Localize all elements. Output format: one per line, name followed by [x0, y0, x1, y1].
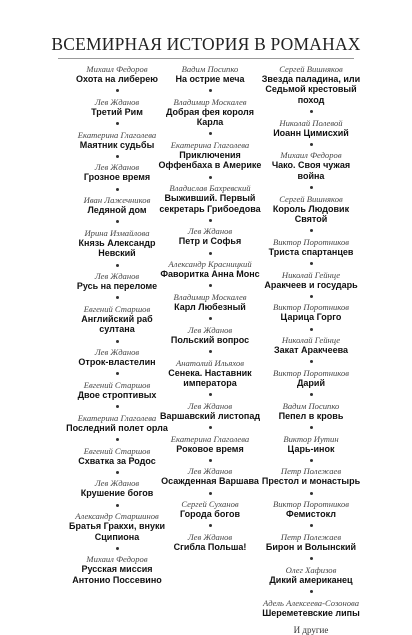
book-entry [180, 499, 240, 519]
separator-dot [310, 110, 313, 113]
book-title: Ледяной дом [87, 205, 147, 216]
separator-dot [310, 143, 313, 146]
book-author: Владимир Москалев [173, 292, 247, 302]
book-title: Русская миссия Антонио Поссевино [72, 564, 162, 585]
book-entry [78, 347, 155, 367]
separator-dot [310, 393, 313, 396]
book-entry [171, 325, 249, 345]
book-title: Аракчеев и государь [264, 279, 358, 290]
book-title: Царица Горго [280, 312, 342, 323]
separator-dot [209, 132, 212, 135]
book-author: Петр Полежаев [280, 531, 342, 542]
book-author: Сергей Суханов [181, 499, 239, 510]
book-entry [174, 532, 247, 552]
book-entry [175, 64, 244, 84]
book-entry [155, 183, 265, 214]
book-title: Города богов [180, 509, 240, 520]
separator-dot [116, 188, 119, 191]
book-author: Екатерина Глаголева [170, 140, 250, 150]
separator-dot [209, 252, 212, 255]
book-entry [155, 97, 265, 128]
book-author: Николай Гейнце [281, 335, 341, 346]
book-entry [179, 226, 241, 246]
book-author: Владимир Москалев [173, 96, 247, 107]
separator-dot [209, 89, 212, 92]
book-entry [283, 434, 338, 454]
book-author: Лев Жданов [94, 96, 140, 107]
book-author: Екатерина Глаголева [170, 433, 250, 444]
book-entry [66, 511, 168, 542]
book-title: Выживший. Первый секретарь Грибоедова [159, 193, 261, 214]
separator-dot [209, 393, 212, 396]
book-title: Схватка за Родос [78, 455, 156, 466]
book-entry [274, 335, 348, 355]
book-author: Виктор Поротников [273, 236, 349, 247]
book-author: Лев Жданов [187, 466, 233, 477]
book-entry [262, 598, 360, 618]
book-author: Владислав Бахревский [169, 183, 251, 194]
separator-dot [209, 284, 212, 287]
book-author: Сергей Вишняков [279, 64, 343, 74]
book-author: Екатерина Глаголева [77, 412, 157, 423]
separator-dot [310, 590, 313, 593]
book-author: Петр Полежаев [280, 466, 342, 477]
separator-dot [209, 459, 212, 462]
book-title: Бирон и Волынский [265, 541, 357, 552]
book-title: Третий Рим [91, 106, 143, 117]
separator-dot [116, 405, 119, 408]
book-author: Евгений Старшов [83, 379, 151, 390]
separator-dot [116, 372, 119, 375]
book-title: Роковое время [176, 443, 244, 454]
book-entry [84, 162, 150, 182]
book-entry [262, 466, 360, 486]
separator-dot [116, 296, 119, 299]
book-author: Екатерина Глаголева [77, 129, 157, 140]
book-title: Чако. Своя чужая война [271, 160, 351, 181]
book-title: Престол и монастырь [261, 476, 361, 487]
book-title: Карл Любезный [174, 302, 246, 312]
separator-dot [310, 229, 313, 232]
book-entry [78, 446, 155, 466]
separator-dot [310, 295, 313, 298]
book-author: Николай Полевой [279, 117, 343, 128]
separator-dot [310, 557, 313, 560]
book-title: Закат Аракчеева [273, 345, 349, 356]
book-entry [279, 401, 344, 421]
book-entry [273, 302, 349, 322]
separator-dot [310, 492, 313, 495]
book-entry [273, 499, 349, 519]
book-entry [171, 434, 249, 454]
book-author: Лев Жданов [187, 324, 233, 335]
separator-dot [116, 89, 119, 92]
separator-dot [116, 547, 119, 550]
separator-dot [310, 328, 313, 331]
book-author: Николай Гейнце [281, 269, 341, 280]
book-entry [78, 130, 156, 150]
book-author: Александр Красницкий [168, 259, 252, 270]
separator-dot [310, 186, 313, 189]
book-author: Олег Хафизов [285, 564, 337, 575]
book-entry [76, 64, 158, 84]
book-entry [160, 259, 259, 279]
book-author: Лев Жданов [187, 531, 233, 542]
separator-dot [116, 340, 119, 343]
book-author: Виктор Поротников [273, 368, 349, 378]
separator-dot [116, 504, 119, 507]
column-1 [66, 64, 168, 590]
separator-dot [116, 471, 119, 474]
book-entry [155, 140, 265, 171]
book-author: Михаил Федоров [86, 554, 148, 565]
book-author: Лев Жданов [187, 400, 233, 411]
book-entry [269, 237, 354, 257]
book-title: Князь Александр Невский [78, 237, 156, 259]
book-title: Польский вопрос [170, 334, 250, 345]
book-title: Сенека. Наставник императора [168, 367, 252, 388]
book-title: Пепел в кровь [278, 410, 344, 421]
book-entry [81, 478, 154, 498]
book-entry [273, 368, 349, 388]
book-entry [66, 304, 168, 335]
separator-dot [310, 262, 313, 265]
separator-dot [310, 426, 313, 429]
book-title: Маятник судьбы [79, 139, 155, 150]
book-title: Отрок-властелин [78, 357, 156, 368]
page-title: ВСЕМИРНАЯ ИСТОРИЯ В РОМАНАХ [51, 34, 361, 54]
separator-dot [209, 524, 212, 527]
book-author: Лев Жданов [94, 162, 140, 173]
book-author: Евгений Старшов [83, 445, 151, 456]
book-author: Лев Жданов [94, 271, 140, 282]
book-author: Иван Лажечников [83, 195, 151, 206]
book-author: Виктор Иутин [283, 433, 339, 444]
book-author: Анатолий Ильяхов [175, 357, 245, 368]
separator-dot [209, 176, 212, 179]
book-author: Вадим Посипко [181, 64, 239, 74]
book-title: Фаворитка Анна Монс [160, 269, 260, 280]
book-title: Осажденная Варшава [161, 476, 259, 487]
book-title: На острие меча [175, 74, 245, 84]
book-title: Братья Гракхи, внуки Сципиона [69, 521, 165, 542]
book-title: Английский раб султана [81, 313, 153, 335]
book-author: Евгений Старшов [83, 303, 151, 314]
book-title: Варшавский листопад [159, 410, 261, 421]
separator-dot [116, 155, 119, 158]
column-2 [155, 64, 265, 557]
book-entry [273, 118, 349, 138]
and-others-note: И другие [293, 624, 329, 635]
book-author: Адель Алексеева-Созонова [262, 597, 360, 608]
book-author: Вадим Посипко [282, 400, 340, 411]
book-entry [269, 565, 352, 585]
column-3 [258, 64, 364, 635]
book-entry [66, 554, 168, 585]
book-entry [66, 228, 168, 259]
book-entry [173, 292, 246, 312]
book-entry [258, 150, 364, 181]
book-author: Сергей Вишняков [279, 193, 343, 204]
book-entry [161, 466, 259, 486]
book-title: Приключения Оффенбаха в Америке [158, 150, 262, 171]
separator-dot [310, 524, 313, 527]
book-title: Грозное время [83, 172, 151, 183]
book-title: Шереметевские липы [262, 607, 360, 618]
separator-dot [310, 360, 313, 363]
book-title: Сгибла Польша! [173, 541, 247, 552]
book-author: Михаил Федоров [86, 64, 148, 74]
book-author: Михаил Федоров [280, 150, 342, 161]
book-entry [160, 401, 260, 421]
book-title: Крушение богов [80, 488, 154, 499]
book-author: Виктор Поротников [273, 499, 349, 510]
separator-dot [116, 438, 119, 441]
book-entry [266, 532, 356, 552]
book-title: Триста спартанцев [268, 246, 354, 257]
separator-dot [116, 220, 119, 223]
book-title: Русь на переломе [76, 281, 158, 292]
separator-dot [209, 317, 212, 320]
book-author: Ирина Измайлова [84, 227, 150, 238]
book-title: Звезда паладина, или Седьмой крестовый поход [261, 74, 361, 105]
book-author: Виктор Поротников [273, 302, 349, 313]
book-entry [155, 358, 265, 389]
separator-dot [209, 350, 212, 353]
book-title: Дарий [297, 378, 325, 388]
separator-dot [116, 264, 119, 267]
book-title: Двое строптивых [77, 389, 157, 400]
book-author: Лев Жданов [187, 226, 233, 237]
book-title: Король Людовик Святой [272, 203, 350, 225]
separator-dot [209, 492, 212, 495]
book-title: Охота на либерею [76, 74, 158, 84]
book-author: Лев Жданов [94, 478, 140, 489]
title-divider [58, 58, 354, 59]
book-entry [77, 271, 157, 291]
separator-dot [310, 459, 313, 462]
book-entry [84, 195, 151, 215]
book-title: Петр и Софья [178, 236, 242, 247]
separator-dot [209, 426, 212, 429]
book-entry [258, 64, 364, 105]
book-title: Фемистокл [286, 509, 336, 520]
book-author: Лев Жданов [94, 347, 140, 358]
book-entry [66, 413, 168, 433]
separator-dot [116, 122, 119, 125]
book-title: Последний полет орла [66, 422, 168, 433]
book-entry [258, 194, 364, 225]
book-title: Иоанн Цимисхий [273, 127, 349, 138]
book-author: Александр Старшинов [75, 511, 159, 522]
book-entry [264, 270, 357, 290]
separator-dot [209, 219, 212, 222]
book-entry [78, 380, 157, 400]
book-title: Добрая фея короля Карла [166, 106, 254, 128]
book-title: Дикий американец [269, 574, 353, 585]
book-entry [91, 97, 143, 117]
book-title: Царь-инок [287, 443, 335, 454]
